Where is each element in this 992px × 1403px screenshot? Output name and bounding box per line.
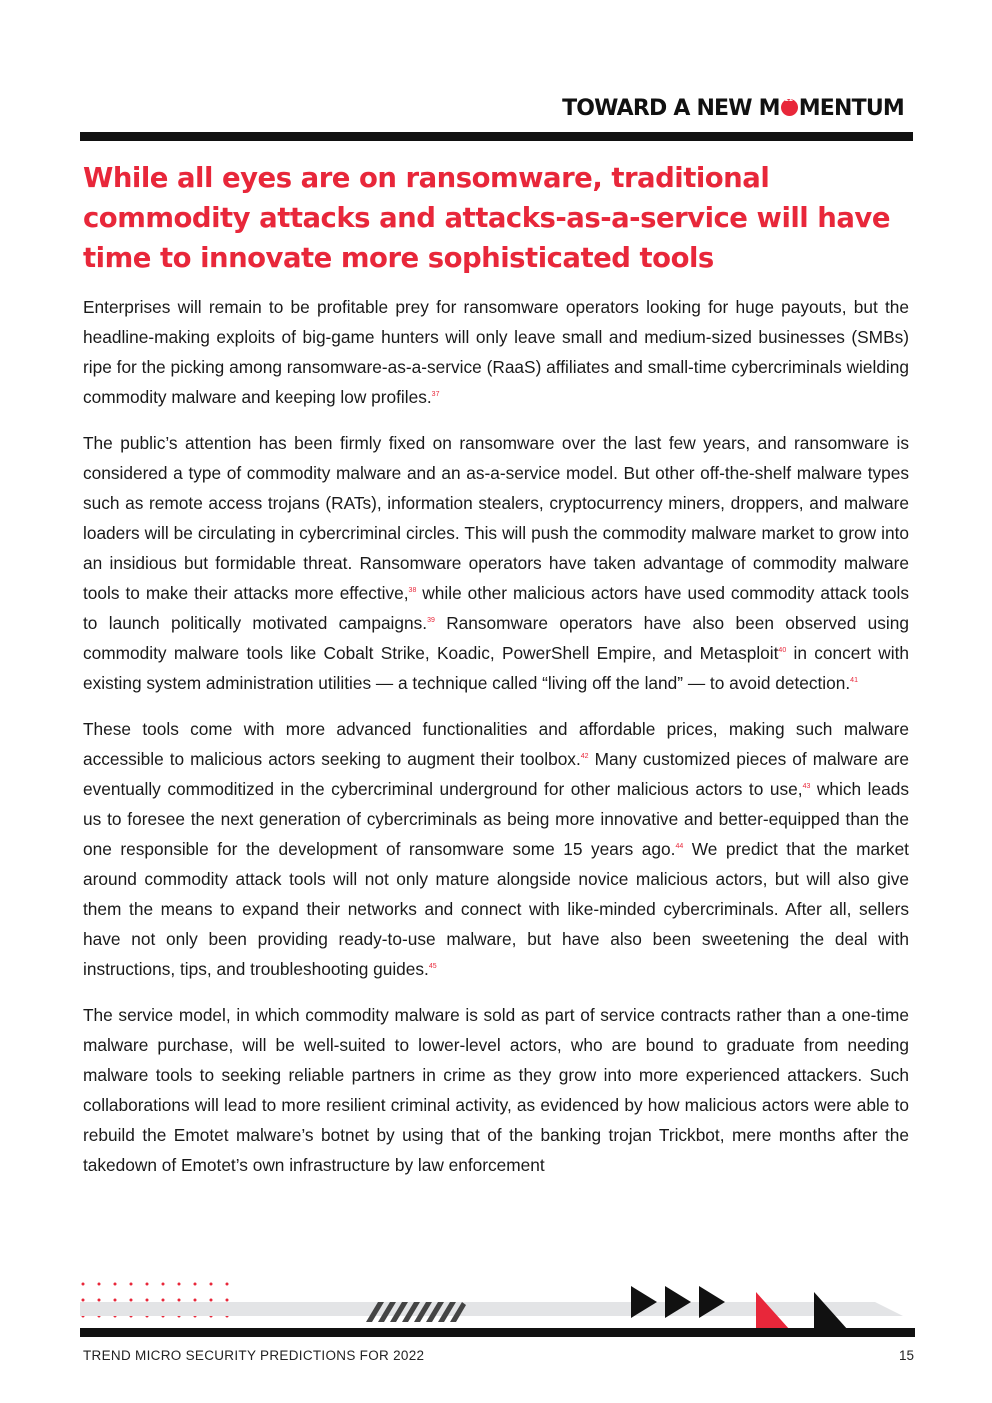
paragraph-2-text-3: Ransomware operators have also been observed using commodity malware tools like Cobalt Strike, Koadic, PowerShell Empire, and Metasploit bbox=[83, 613, 909, 663]
footnote-ref-39[interactable]: 39 bbox=[427, 617, 435, 624]
footer-decoration-band bbox=[80, 1278, 915, 1338]
footnote-ref-45[interactable]: 45 bbox=[428, 963, 437, 970]
paragraph-2-text-2: while other malicious actors have used commodity attack tools to launch politically motivated campaigns. bbox=[83, 583, 909, 633]
gray-band bbox=[80, 1302, 915, 1316]
article-body bbox=[83, 292, 909, 1196]
paragraph-3-text-1: These tools come with more advanced functionalities and affordable prices, making such malware accessible to malicious actors seeking to augment their toolbox. bbox=[83, 719, 909, 769]
brand-title-part2: MENTUM bbox=[798, 96, 904, 121]
paragraph-1 bbox=[83, 292, 909, 412]
paragraph-3-text-2: Many customized pieces of malware are eventually commoditized in the cybercriminal underground for other malicious actors to use, bbox=[83, 749, 909, 799]
paragraph-4-text: The service model, in which commodity malware is sold as part of service contracts rather than a one-time malware purchase, will be well-suited to lower-level actors, who are bound to graduate from needing malware tools to seeking reliable partners in crime as they grow into more experienced attackers. Such collaborations will lead to more resilient criminal activity, as evidenced by how malicious actors were able to rebuild the Emotet malware’s botnet by using that of the banking trojan Trickbot, mere months after the takedown of Emotet’s own infrastructure by law enforcement bbox=[83, 1005, 909, 1175]
paragraph-2 bbox=[83, 428, 909, 698]
paragraph-2-text-1: The public’s attention has been firmly fixed on ransomware over the last few years, and ransomware is considered a type of commodity malware and an as-a-service model. But other off-the-shelf malware types such as remote access trojans (RATs), information stealers, cryptocurrency miners, droppers, and malware loaders will be circulating in cybercriminal circles. This will push the commodity malware market to grow into an insidious but formidable threat. Ransomware operators have taken advantage of commodity malware tools to make their attacks more effective, bbox=[83, 433, 909, 603]
footnote-ref-42[interactable]: 42 bbox=[580, 753, 589, 760]
footer-report-title: TREND MICRO SECURITY PREDICTIONS FOR 2022 bbox=[83, 1348, 425, 1363]
page-number: 15 bbox=[898, 1348, 914, 1363]
paragraph-3-text-4: We predict that the market around commodity attack tools will not only mature alongside novice malicious actors, but will also give them the means to expand their networks and connect with like-minded cybercriminals. After all, sellers have not only been providing ready-to-use malware, but have also been sweetening the deal with instructions, tips, and troubleshooting guides. bbox=[83, 839, 909, 979]
header-rule bbox=[80, 132, 913, 141]
footnote-ref-41[interactable]: 41 bbox=[850, 677, 858, 684]
brand-title-part1: TOWARD A NEW M bbox=[562, 96, 780, 121]
footnote-ref-38[interactable]: 38 bbox=[408, 587, 417, 594]
brand-o-circle-icon bbox=[781, 99, 798, 116]
paragraph-3-text-3: which leads us to foresee the next generation of cybercriminals as being more innovative and better-equipped than the one responsible for the development of ransomware some 15 years ago. bbox=[83, 779, 909, 859]
paragraph-2-text-4: in concert with existing system administration utilities — a technique called “living off the land” — to avoid detection. bbox=[83, 643, 909, 693]
footer-rule bbox=[80, 1328, 915, 1337]
paragraph-3 bbox=[83, 714, 909, 984]
section-headline: While all eyes are on ransomware, traditional commodity attacks and attacks-as-a-service will have time to innovate more sophisticated tools bbox=[83, 162, 891, 274]
paragraph-1-text: Enterprises will remain to be profitable prey for ransomware operators looking for huge payouts, but the headline-making exploits of big-game hunters will only leave small and medium-sized businesses (SMBs) ripe for the picking among ransomware-as-a-service (RaaS) affiliates and small-time cybercriminals wielding commodity malware and keeping low profiles. bbox=[83, 297, 909, 407]
report-brand-title bbox=[562, 96, 904, 121]
footnote-ref-37[interactable]: 37 bbox=[431, 391, 440, 398]
footnote-ref-40[interactable]: 40 bbox=[778, 647, 787, 654]
paragraph-4 bbox=[83, 1000, 909, 1180]
footnote-ref-44[interactable]: 44 bbox=[675, 843, 684, 850]
footnote-ref-43[interactable]: 43 bbox=[802, 783, 811, 790]
